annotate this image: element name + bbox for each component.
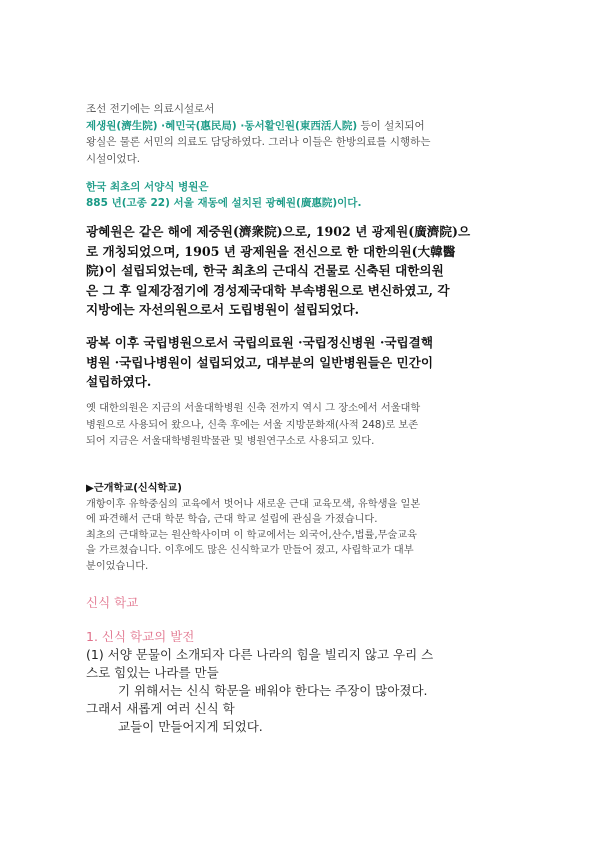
modern-school-line: 최초의 근대학교는 원산학사이며 이 학교에서는 외국어,산수,법률,무술교육: [86, 529, 417, 541]
after-liberation-paragraph: [86, 333, 510, 392]
modern-school-line: 을 가르쳤습니다. 이후에도 많은 신식학교가 만들어 졌고, 사립학교가 대부: [86, 545, 414, 557]
history-line: 院)이 설립되었는데, 한국 최초의 근대식 건물로 신축된 대한의원: [86, 263, 444, 279]
hospital-history-paragraph: [86, 222, 510, 320]
modern-school-line: 분이었습니다.: [86, 560, 149, 572]
intro-paragraph: [86, 101, 510, 167]
history-line: 로 개칭되었으며, 1905 년 광제원을 전신으로 한 대한의원(大韓醫: [86, 243, 456, 259]
intro-line: 왕실은 물론 서민의 의료도 담당하였다. 그러나 이들은 한방의료를 시행하는: [86, 136, 431, 148]
modern-school-line: 개항이후 유학중심의 교육에서 벗어나 새로운 근대 교육모색, 유학생을 일본: [86, 498, 421, 510]
modern-school-heading: ▶근개학교(신식학교): [86, 483, 182, 494]
modern-school-paragraph: [86, 481, 510, 575]
intro-line: 시설이었다.: [86, 152, 141, 165]
old-hospital-line: 병원으로 사용되어 왔으나, 신축 후에는 서울 지방문화재(사적 248)로 보존: [86, 419, 419, 431]
development-line: 스로 힘있는 나라를 만들: [86, 665, 219, 680]
development-title: 1. 신식 학교의 발전: [86, 629, 195, 644]
liberation-line: 설립하였다.: [86, 374, 152, 390]
modern-school-line: 에 파견해서 근대 학문 학습, 근대 학교 설립에 관심을 가졌습니다.: [86, 514, 378, 526]
history-line: 광혜원은 같은 해에 제중원(濟衆院)으로, 1902 년 광제원(廣濟院)으: [86, 224, 471, 239]
intro-line-rest: 등이 설치되어: [357, 119, 425, 132]
old-hospital-paragraph: [86, 401, 510, 451]
liberation-line: 광복 이후 국립병원으로서 국립의료원 ·국립정신병원 ·국립결핵: [86, 335, 433, 350]
old-hospital-line: 옛 대한의원은 지금의 서울대학병원 신축 전까지 역시 그 장소에서 서울대학: [86, 403, 421, 414]
development-line: 기 위해서는 신식 학문을 배워야 한다는 주장이 많아졌다.: [118, 683, 428, 698]
liberation-line: 병원 ·국립나병원이 설립되었고, 대부분의 일반병원들은 민간이: [86, 354, 433, 370]
old-hospital-line: 되어 지금은 서울대학병원박물관 및 병원연구소로 사용되고 있다.: [86, 436, 375, 447]
intro-orgs-line: [86, 118, 510, 135]
intro-orgs: 제생원(濟生院) ·혜민국(惠民局) ·동서활인원(東西活人院): [86, 119, 358, 132]
section-title: 신식 학교: [86, 595, 139, 610]
first-western-line: 한국 최초의 서양식 병원은: [86, 181, 209, 193]
intro-line: 조선 전기에는 의료시설로서: [86, 103, 215, 115]
development-line: 그래서 새롭게 여러 신식 학: [86, 701, 235, 716]
development-line: 교들이 만들어지게 되었다.: [118, 719, 263, 734]
school-development-section: [86, 628, 516, 736]
history-line: 지방에는 자선의원으로서 도립병원이 설립되었다.: [86, 302, 360, 318]
history-line: 은 그 후 일제강점기에 경성제국대학 부속병원으로 변신하였고, 각: [86, 282, 450, 298]
first-western-line: 885 년(고종 22) 서울 재동에 설치된 광혜원(廣惠院)이다.: [86, 197, 362, 209]
first-western-hospital: [86, 179, 510, 211]
development-line: (1) 서양 문물이 소개되자 다른 나라의 힘을 빌리지 않고 우리 스: [86, 647, 434, 662]
